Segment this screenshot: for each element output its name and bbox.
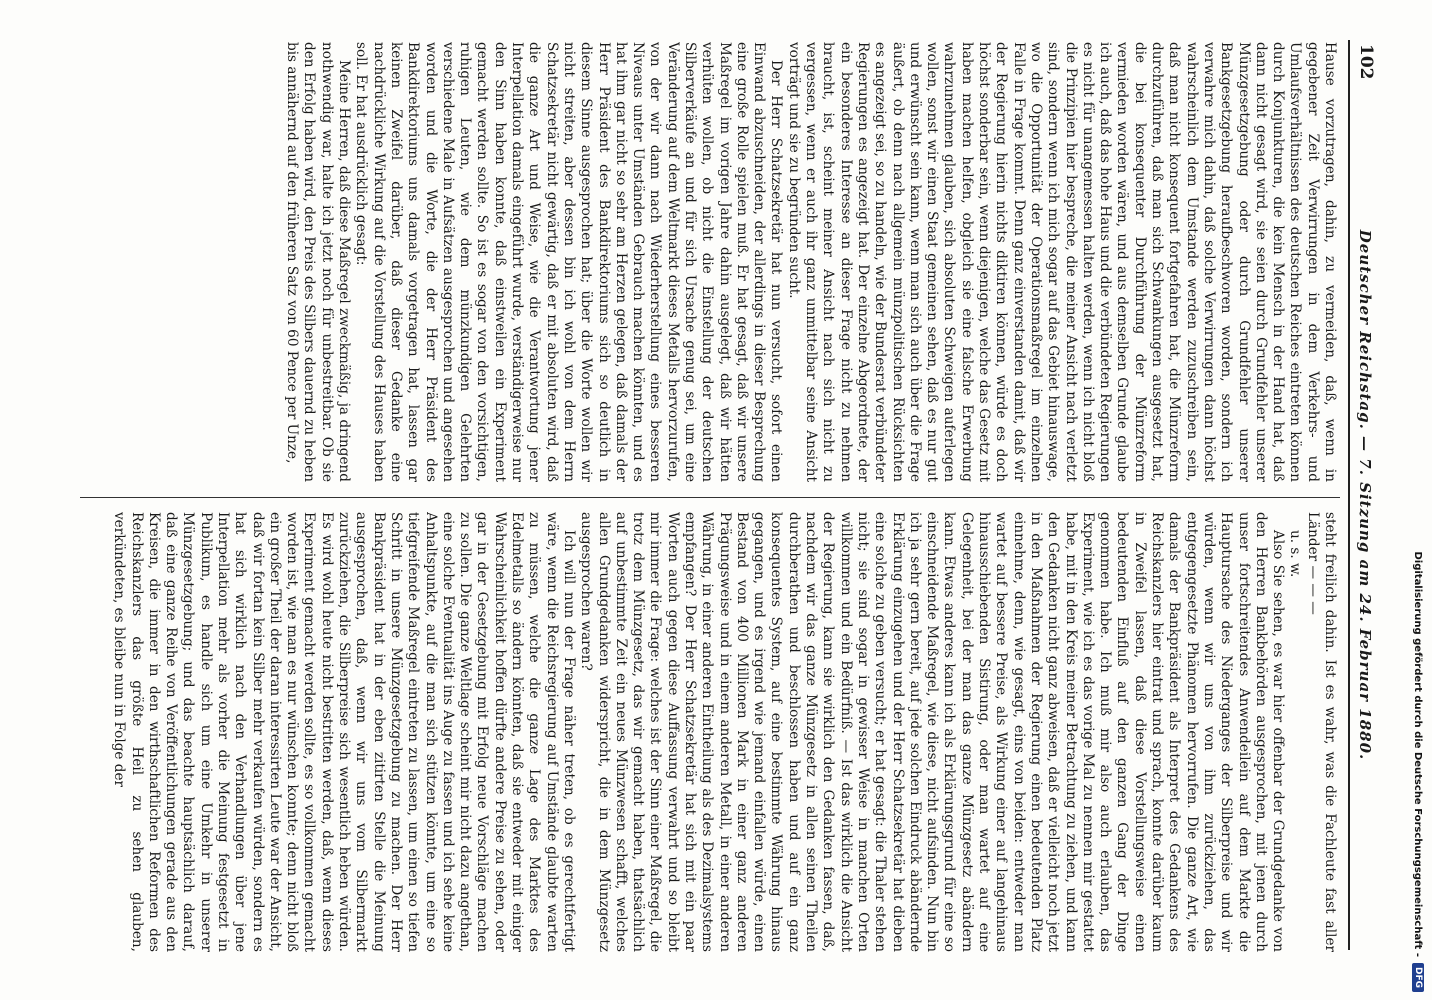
running-title: Deutscher Reichstag. — 7. Sitzung am 24. Februar 1880. (1356, 229, 1374, 761)
page-header (1348, 40, 1380, 950)
paragraph: Ich will nun der Frage näher treten, ob es gerechtfertigt wäre, wenn die Reichsregierung auf Umstände glaubte warten zu müssen, welche die ganze Lage des Marktes des Edelmetalls so ändern könnten, daß sie entweder mit einiger Wahrscheinlichkeit hoffen dürfte andere Preise zu sehen, oder gar in der Gesetzgebung mit Erfolg neue Vorschläge machen zu sollen. Die ganze Weltlage scheint mir nicht dazu angethan, eine solche Eventualität ins Auge zu fassen und ich sehe keine Anhaltspunkte, auf die man sich stützen könnte, um eine so tiefgreifende Maßregel eintreten zu lassen, um einen so tiefen Schritt in unsere Münzgesetzgebung zu machen. Der Herr Bankpräsident hat in der eben zitirten Stelle die Meinung ausgesprochen, daß, wenn wir uns vom Silbermarkt zurückziehen, die Silberpreise sich wesentlich heben würden. Es wird wohl heute nicht bestritten werden, daß, wenn dieses Experiment gemacht werden sollte, es so vollkommen gemacht worden ist, wie man es nur wünschen konnte; denn nicht bloß ein großer Theil der daran interessirten Leute war der Ansicht, daß wir fortan kein Silber mehr verkaufen würden, sondern es hat sich wirklich nach den Verhandlungen über jene Interpellation mehr als vorher die Meinung festgesetzt in Publikum, es handle sich um eine Umkehr in unserer Münzgesetzgebung; und das beachte hauptsächlich darauf, daß eine ganze Reihe von Veröffentlichungen gerade aus den Kreisen, die immer in den wirthschaftlichen Reformen des Reichskanzlers das größte Heil zu sehen glauben, verkündeten, es bleibe nun in Folge der (111, 512, 577, 952)
digitization-credit (1408, 8, 1428, 992)
credit-text: Digitalisierung gefördert durch die Deutsche Forschungsgemeinschaft - (1412, 551, 1424, 957)
page-number: 102 (1356, 44, 1376, 80)
dfg-logo: DFG (1412, 963, 1424, 992)
paragraph: Also Sie sehen, es war hier offenbar der Grundgedanke von den Herren Bankbehörden ausgesprochen, mit jenen durch unser fortschreitendes Anwendeilein auf dem Markte die Hauptursache des Niederganges der Silberpreise und wir würden, wenn wir uns von ihm zurückziehen, das entgegengesetzte Phänomen hervorrufen. Die ganze Art, wie damals der Bankpräsident als Interpret des Gedankens des Reichskanzlers hier eintrat und sprach, konnte darüber kaum in Zweifel lassen, daß diese Vorstellungsweise einen bedeutenden Einfluß auf den ganzen Gang der Dinge genommen habe. Ich muß mir also auch erlauben, das Experiment, wie ich es das vorige Mal zu nennen mir gestattet habe, mit in den Kreis meiner Betrachtung zu ziehen, und kann den Gedanken nicht ganz abweisen, daß er vielleicht noch jetzt in den Maßnahmen der Regierung einen bedeutenden Platz einnehme, denn, wie gesagt, eins von beiden: entweder man wartet auf bessere Preise, als Wirkung einer auf langehinaus hinausschiebenden Sistirung, oder man wartet auf eine Gelegenheit, bei der man das ganze Münzgesetz abändern kann. Etwas anderes kann ich als Erklärungsgrund für eine so einschneidende Maßregel, wie diese, nicht aufsinden. Nun bin ich ja sehr gern bereit, auf jede solchen Eindruck abändernde Erklärung einzugehen und der Herr Schatzsekretär hat dieben eine solche zu geben versucht; er hat gesagt: die Thaler stehen nicht; sie sind sogar in gewisser Weise in manchen Orten willkommen und ein Bedürfniß. — Ist das wirklich die Ansicht der Regierung, kann sie wirklich den Gedanken fassen, daß, nachdem wir das ganze Münzgesetz in allen seinen Theilen durchberathen und beschlossen haben und auf ein ganz konsequentes System, auf eine bestimmte Währung hinaus gegangen, und es irgend wie jemand einfallen würde, einen Bestand von 400 Millionen Mark in einer ganz anderen Prägungsweise und in einem anderen Metall, in einer anderen Währung, in einer anderen Eintheilung als des Dezimalsystems empfangen? Der Herr Schatzsekretär hat sich mit ein paar Worten auch gegen diese Auffassung verwahrt und so bleibt mir immer die Frage: welches ist der Sinn einer Maßregel, die trotz dem Münzgesetz, das wir gemacht haben, thatsächlich auf unbestimmte Zeit ein neues Münzwesen schafft, welches allen Grundgedanken widerspricht, die in dem Münzgesetz ausgesprochen waren? (578, 512, 1287, 952)
paragraph: Der Herr Schatzsekretär hat nun versucht, sofort einen Einwand abzuschneiden, der allerdings in dieser Besprechung eine große Rolle spielen muß. Er hat gesagt, daß wir unsere Maßregel im vorigen Jahre dahin ausgelegt, daß wir hätten verhüten wollen, ob nicht die Einstellung der deutschen Silberverkäufe an und für sich Ursache genug sei, um eine Veränderung auf dem Weltmarkt dieses Metalls hervorzurufen, von der wir dann nach Wiederherstellung eines besseren Niveaus unter Umständen Gebrauch machen könnten, und es hat ihm gar nicht so sehr am Herzen gelegen, daß damals der Herr Präsident des Bankdirektoriums sich so deutlich in diesem Sinne ausgesprochen hat; über die Worte wollen wir nicht streiten, aber dessen bin ich wohl von dem Herrn Schatzsekretär nicht gewärtig, daß er mit absoluten wird, daß die ganze Art und Weise, wie die Verantwortung jener Interpellation damals eingeführt wurde, verständigerweise nur den Sinn haben konnte, daß einstweilen ein Experiment gemacht werden sollte. So ist es sogar von den vorsichtigen, ruhigen Leuten, wie dem münzkundigen Gelehrten verschiedene Male in Aufsätzen ausgesprochen und angesehen worden und die Worte, die der Herr Präsident des Bankdirektoriums uns damals vorgetragen hat, lassen gar keinen Zweifel darüber, daß dieser Gedanke eine nachdrückliche Wirkung auf die Vorstellung des Hauses haben soll. Er hat ausdrücklich gesagt: (353, 42, 785, 482)
paragraph: steht freilich dahin. Ist es wahr, was die Fachleute fast aller Länder — — — (1304, 512, 1338, 952)
paragraph: Meine Herren, daß diese Maßregel zweckmäßig, ja dringend nothwendig war, halte ich jetzt noch für unbestreitbar. Ob sie den Erfolg haben wird, den Preis des Silbers dauernd zu heben bis annähernd auf den früheren Satz von 60 Pence per Unze, (284, 42, 353, 482)
paragraph: Hause vorzutragen, dahin, zu vermeiden, daß, wenn in gegebener Zeit Verwirrungen in dem Verkehrs- und Umlaufsverhältnissen des deutschen Reiches eintreten können durch Konjunkturen, die kein Mensch in der Hand hat, daß dann nicht gesagt wird, sie seien durch Grundfehler unserer Münzgesetzgebung oder durch Grundfehler unserer Bankgesetzgebung heraufbeschworen worden, sondern ich verwahre mich dahin, daß solche Verwirrungen dann höchst wahrscheinlich dem Umstande werden zuzuschreiben sein, daß man nicht konsequent fortgefahren hat, die Münzreform durchzuführen, daß man sich Schwankungen ausgesetzt hat, die bei konsequenter Durchführung der Münzreform vermieden worden wären, und aus demselben Grunde glaube ich auch, daß das hohe Haus und die verbündeten Regierungen es nicht für unangemessen halten werden, wenn ich nicht bloß die Prinzipien hier bespreche, die meiner Ansicht nach verletzt sind, sondern wenn ich mich sogar auf das Gebiet hinauswage, wo die Opportunität der Operationsmaßregel im einzelnen Falle in Frage kommt. Denn ganz einverstanden damit, daß wir der Regierung hierin nichts diktiren können, würde es doch höchst sonderbar sein, wenn diejenigen, welche das Gesetz mit haben machen helfen, obgleich sie eine falsche Erwerbung wahrzunehmen glauben, sich absoluten Schweigen auferlegen wollen, sonst wir einen Staat gemeinen sehen, daß es nur gut und erwünscht sein kann, wenn man sich auch über die Frage äußert, ob denn nach allgemein münzpolitischen Rücksichten es angezeigt sei, so zu handeln, wie der Bundesrat verbündeter Regierungen es angezeigt hat. Der einzelne Abgeordnete, der ein besonderes Interesse an dieser Frage nicht zu nehmen braucht, ist, scheint meiner Ansicht nach sich nicht zu vergessen, wenn er auch ihr ganz unmittelbar seine Ansicht vorträgt und sie zu begründen sucht. (785, 42, 1338, 482)
left-column (76, 42, 1338, 482)
paragraph: u. s. w. (1287, 530, 1304, 578)
column-divider (80, 497, 1340, 498)
right-column (76, 512, 1338, 952)
